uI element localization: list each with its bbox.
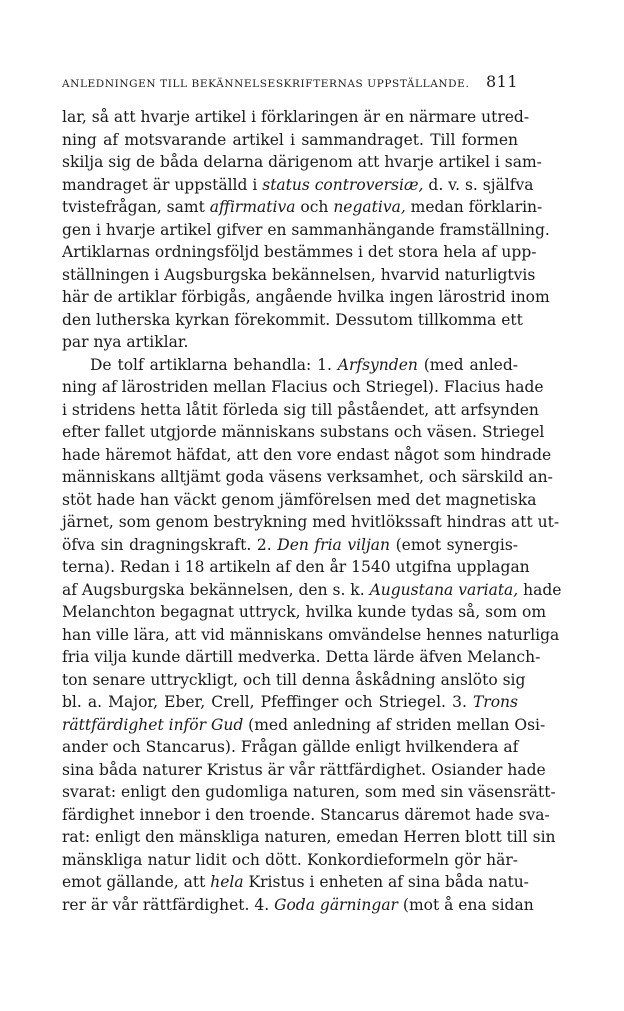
text-line bbox=[62, 264, 536, 287]
text-segment: Melanchton begagnat uttryck, hvilka kunde tydas så, som om bbox=[62, 603, 547, 621]
text-line bbox=[62, 714, 546, 737]
text-segment: lar, så att hvarje artikel i förklaringen är en närmare utred- bbox=[62, 108, 530, 126]
text-line bbox=[62, 399, 539, 422]
text-line bbox=[62, 669, 526, 692]
text-segment: svarat: enligt den gudomliga naturen, som med sin väsensrätt- bbox=[62, 783, 556, 801]
text-segment: rat: enligt den mänskliga naturen, emedan Herren blott till sin bbox=[62, 828, 556, 846]
text-segment: ton senare uttryckligt, och till denna åskådning anslöto sig bbox=[62, 670, 526, 689]
text-line bbox=[62, 759, 546, 782]
italic-term: Trons bbox=[472, 693, 518, 711]
text-segment: gen i hvarje artikel gifver en sammanhängande framställning. bbox=[62, 220, 550, 239]
italic-term: Den fria viljan bbox=[277, 535, 391, 554]
text-segment: ställningen i Augsburgska bekännelsen, hvarvid naturligtvis bbox=[62, 265, 536, 284]
text-segment: medan förklarin- bbox=[405, 198, 543, 216]
text-line bbox=[62, 624, 560, 647]
text-line bbox=[62, 691, 518, 714]
text-segment: han ville lära, att vid människans omvändelse hennes naturliga bbox=[62, 625, 560, 644]
running-title: ANLEDNINGEN TILL BEKÄNNELSESKRIFTERNAS UPPSTÄLLANDE. bbox=[62, 78, 470, 90]
text-segment: ander och Stancarus). Frågan gällde enligt hvilkendera af bbox=[62, 738, 519, 756]
italic-term: negativa, bbox=[333, 198, 406, 216]
text-segment: hade häremot häfdat, att den vore endast något som hindrade bbox=[62, 445, 552, 464]
text-segment: emot gällande, att bbox=[62, 873, 211, 891]
text-line bbox=[62, 174, 534, 197]
text-line bbox=[62, 511, 560, 534]
text-segment: och bbox=[295, 198, 334, 216]
book-page bbox=[62, 72, 562, 916]
text-line bbox=[62, 129, 518, 152]
text-line bbox=[62, 849, 518, 872]
text-segment: järnet, som genom bestrykning med hvitlökssaft hindras att ut- bbox=[62, 513, 560, 531]
text-line bbox=[62, 826, 556, 849]
text-segment: (med anledning af striden mellan Osi- bbox=[243, 715, 546, 734]
text-segment: öfva sin dragningskraft. 2. bbox=[62, 535, 278, 554]
text-line bbox=[62, 354, 518, 377]
text-segment: skilja sig de båda delarna därigenom att hvarje artikel i sam- bbox=[62, 153, 542, 171]
italic-term: Goda gärningar bbox=[274, 895, 398, 914]
text-segment: Kristus i enheten af sina båda natu- bbox=[243, 873, 529, 891]
text-segment: rer är vår rättfärdighet. 4. bbox=[62, 895, 275, 914]
text-line bbox=[62, 376, 544, 399]
text-segment: af Augsburgska bekännelsen, den s. k. bbox=[62, 580, 370, 599]
italic-term: Augustana variata, bbox=[369, 580, 519, 599]
text-segment: Artiklarnas ordningsföljd bestämmes i det stora hela af upp- bbox=[62, 243, 537, 261]
text-segment: efter fallet utgjorde människans substans och väsen. Striegel bbox=[62, 423, 545, 441]
text-segment: färdighet innebor i den troende. Stancarus däremot hade sva- bbox=[62, 805, 550, 824]
italic-term: Arfsynden bbox=[337, 355, 418, 374]
text-line bbox=[62, 151, 542, 174]
text-segment: ning af motsvarande artikel i sammandraget. Till formen bbox=[62, 130, 518, 149]
text-segment: par nya artiklar. bbox=[62, 333, 189, 351]
text-line bbox=[62, 219, 550, 242]
text-line bbox=[62, 466, 553, 489]
text-segment: mandraget är uppställd i bbox=[62, 175, 263, 194]
text-line bbox=[62, 241, 537, 264]
text-line bbox=[62, 331, 518, 354]
text-line bbox=[62, 646, 541, 669]
italic-term: affirmativa bbox=[209, 198, 296, 216]
text-line bbox=[62, 286, 550, 309]
text-line bbox=[62, 534, 518, 557]
text-segment: sina båda naturer Kristus är vår rättfärdighet. Osiander hade bbox=[62, 760, 546, 779]
text-line bbox=[62, 736, 518, 759]
text-segment: den lutherska kyrkan förekommit. Dessutom tillkomma ett bbox=[62, 310, 523, 329]
text-segment: d. v. s. själfva bbox=[423, 175, 534, 194]
text-line bbox=[62, 196, 543, 219]
text-segment: mänskliga natur lidit och dött. Konkordieformeln gör här- bbox=[62, 850, 518, 869]
text-segment: hade bbox=[518, 580, 562, 599]
text-line bbox=[62, 781, 556, 804]
text-line bbox=[62, 489, 537, 512]
text-line bbox=[62, 444, 552, 467]
text-line bbox=[62, 894, 534, 917]
text-segment: här de artiklar förbigås, angående hvilka ingen lärostrid inom bbox=[62, 288, 550, 306]
text-line bbox=[62, 309, 523, 332]
page-number: 811 bbox=[485, 72, 518, 91]
text-line bbox=[62, 421, 545, 444]
body-text bbox=[62, 106, 562, 916]
italic-term: hela bbox=[210, 873, 244, 891]
text-line bbox=[62, 601, 547, 624]
text-segment: terna). Redan i 18 artikeln af den år 1540 utgifna upplagan bbox=[62, 558, 530, 576]
text-line bbox=[62, 106, 530, 129]
text-segment: tvistefrågan, samt bbox=[62, 198, 210, 216]
text-segment: (mot å ena sidan bbox=[397, 895, 534, 914]
text-line bbox=[62, 871, 529, 894]
text-segment: (med anled- bbox=[417, 355, 518, 374]
text-segment: fria vilja kunde därtill medverka. Detta lärde äfven Melanch- bbox=[62, 648, 541, 666]
running-header bbox=[62, 72, 518, 106]
text-segment: (emot synergis- bbox=[390, 535, 519, 554]
italic-term: status controversiæ, bbox=[262, 175, 424, 194]
text-segment: stöt hade han väckt genom jämförelsen med det magnetiska bbox=[62, 490, 537, 509]
text-segment: människans alltjämt goda väsens verksamhet, och särskild an- bbox=[62, 468, 553, 486]
text-line bbox=[62, 804, 550, 827]
text-segment: bl. a. Major, Eber, Crell, Pfeffinger och Striegel. 3. bbox=[62, 693, 473, 711]
text-segment: De tolf artiklarna behandla: 1. bbox=[90, 355, 338, 374]
text-segment: i stridens hetta låtit förleda sig till påståendet, att arfsynden bbox=[62, 400, 539, 419]
italic-term: rättfärdighet inför Gud bbox=[62, 715, 244, 734]
text-line bbox=[62, 579, 562, 602]
text-line bbox=[62, 556, 530, 579]
text-segment: ning af lärostriden mellan Flacius och Striegel). Flacius hade bbox=[62, 378, 544, 396]
